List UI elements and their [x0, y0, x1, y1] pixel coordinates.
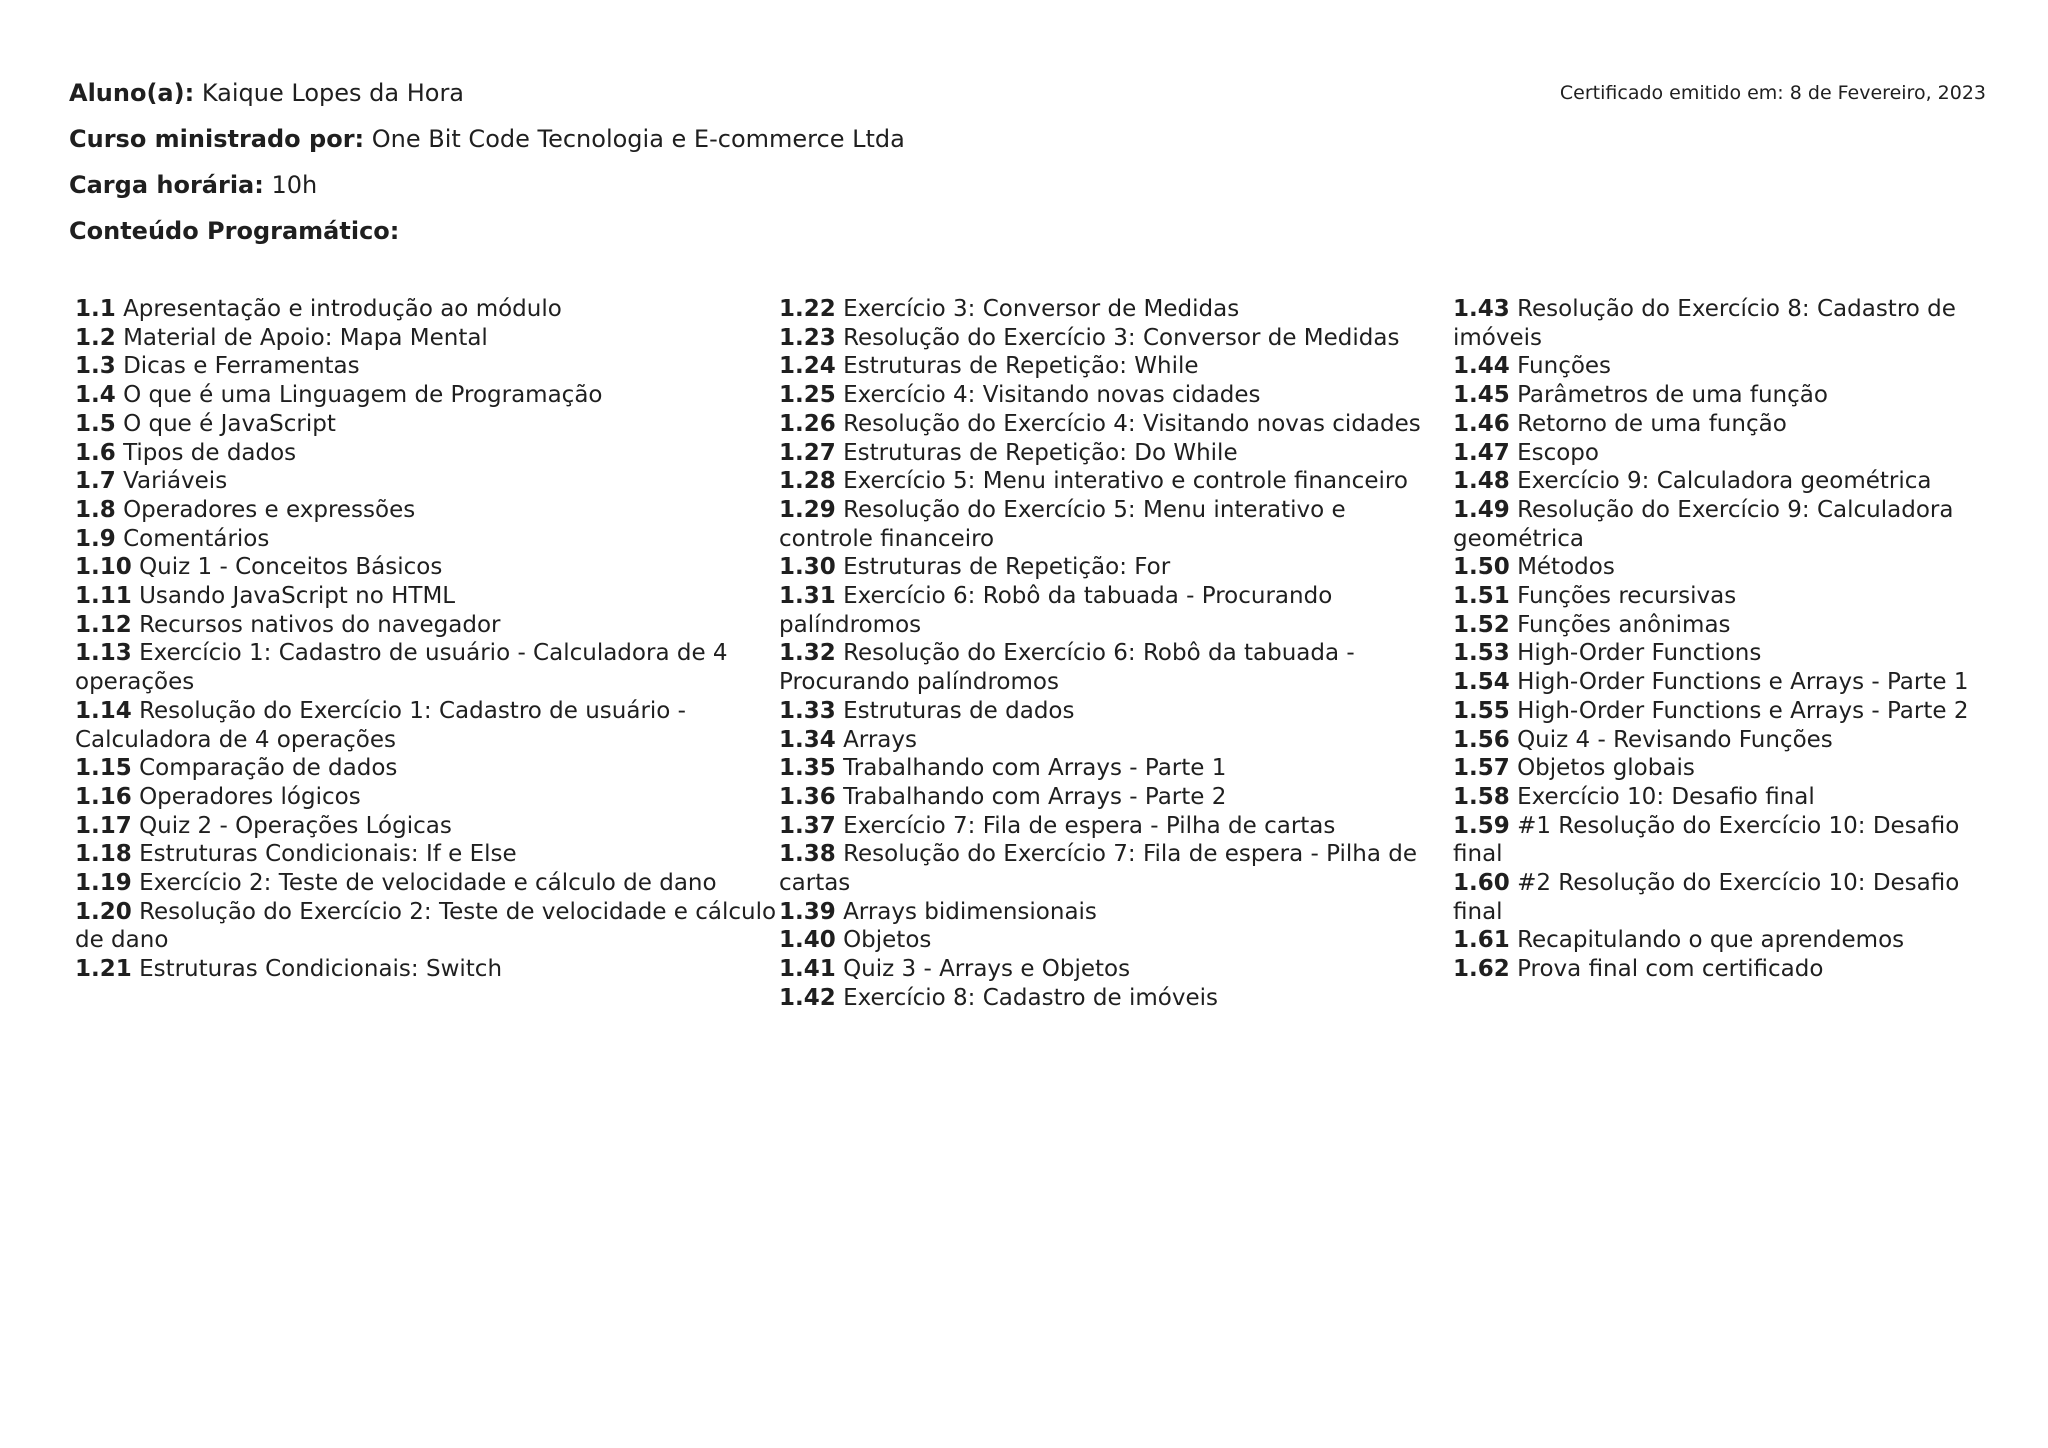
student-name: Kaique Lopes da Hora	[201, 79, 465, 107]
syllabus-item	[75, 496, 780, 525]
syllabus-item	[779, 582, 1444, 639]
syllabus-item-title: Quiz 1 - Conceitos Básicos	[139, 554, 443, 581]
syllabus-item	[75, 439, 780, 468]
syllabus-item-number: 1.30	[779, 554, 836, 581]
syllabus-item-title: High-Order Functions e Arrays - Parte 1	[1517, 669, 1969, 696]
syllabus-item-number: 1.21	[75, 956, 132, 983]
syllabus-item	[75, 812, 780, 841]
syllabus-item	[1453, 467, 2003, 496]
syllabus-item	[1453, 726, 2003, 755]
syllabus-item-number: 1.12	[75, 611, 132, 638]
syllabus-item-title: Estruturas de dados	[843, 697, 1075, 724]
syllabus-item	[779, 754, 1444, 783]
syllabus-item	[75, 611, 780, 640]
syllabus-item	[75, 352, 780, 381]
syllabus-item	[779, 639, 1444, 696]
syllabus-item	[75, 525, 780, 554]
syllabus-item-title: Estruturas de Repetição: Do While	[843, 439, 1238, 466]
syllabus-item-title: Resolução do Exercício 9: Calculadora geométrica	[1453, 496, 1954, 552]
syllabus-item-title: Escopo	[1517, 439, 1599, 466]
syllabus-item-number: 1.50	[1453, 554, 1510, 581]
syllabus-item	[779, 381, 1444, 410]
syllabus-item-number: 1.3	[75, 353, 116, 380]
syllabus-item-number: 1.6	[75, 439, 116, 466]
syllabus-item-title: Objetos globais	[1517, 755, 1695, 782]
syllabus-item	[1453, 295, 2003, 352]
syllabus-item-title: Objetos	[843, 927, 932, 954]
syllabus-item-number: 1.14	[75, 697, 132, 724]
syllabus-item-number: 1.40	[779, 927, 836, 954]
syllabus-item-number: 1.34	[779, 726, 836, 753]
syllabus-item-title: Funções anônimas	[1517, 611, 1731, 638]
syllabus-item-number: 1.45	[1453, 382, 1510, 409]
syllabus-item-number: 1.38	[779, 841, 836, 868]
syllabus-item-title: High-Order Functions	[1517, 640, 1762, 667]
syllabus-item-number: 1.60	[1453, 870, 1510, 897]
syllabus-item-number: 1.48	[1453, 468, 1510, 495]
syllabus-item-number: 1.49	[1453, 496, 1510, 523]
syllabus-item-number: 1.22	[779, 296, 836, 322]
syllabus-item-title: Exercício 2: Teste de velocidade e cálculo de dano	[139, 870, 717, 897]
syllabus-item-title: Quiz 3 - Arrays e Objetos	[843, 956, 1131, 983]
syllabus-item-title: #1 Resolução do Exercício 10: Desafio final	[1453, 812, 1960, 868]
syllabus-item-number: 1.41	[779, 956, 836, 983]
syllabus-item-number: 1.9	[75, 525, 116, 552]
issued-date: Certificado emitido em: 8 de Fevereiro, 2023	[1559, 82, 1986, 104]
syllabus-item-number: 1.35	[779, 755, 836, 782]
syllabus-item-title: Exercício 10: Desafio final	[1517, 783, 1815, 810]
syllabus-item-number: 1.20	[75, 898, 132, 925]
syllabus-item	[779, 295, 1444, 324]
syllabus-item-title: Operadores lógicos	[139, 783, 361, 810]
syllabus-item	[779, 984, 1444, 1013]
syllabus-item-number: 1.43	[1453, 296, 1510, 322]
syllabus-item	[1453, 410, 2003, 439]
syllabus-item-title: Retorno de uma função	[1517, 410, 1787, 437]
syllabus-item-title: Funções recursivas	[1517, 583, 1737, 610]
syllabus-item	[1453, 352, 2003, 381]
syllabus-item-title: Operadores e expressões	[123, 496, 416, 523]
syllabus-item-title: Recapitulando o que aprendemos	[1517, 927, 1905, 954]
syllabus-item	[1453, 783, 2003, 812]
syllabus-item-number: 1.11	[75, 583, 132, 610]
syllabus-item	[75, 840, 780, 869]
syllabus-item-number: 1.5	[75, 410, 116, 437]
syllabus-item	[779, 553, 1444, 582]
syllabus-item-number: 1.54	[1453, 669, 1510, 696]
syllabus-item	[75, 869, 780, 898]
syllabus-column-1	[75, 295, 780, 984]
syllabus-item-number: 1.32	[779, 640, 836, 667]
syllabus-item-title: Apresentação e introdução ao módulo	[123, 296, 562, 322]
syllabus-item-number: 1.33	[779, 697, 836, 724]
syllabus-item-number: 1.42	[779, 984, 836, 1011]
syllabus-item	[1453, 869, 2003, 926]
syllabus-item-title: Estruturas Condicionais: If e Else	[139, 841, 517, 868]
syllabus-heading	[69, 213, 1369, 259]
syllabus-item	[779, 898, 1444, 927]
syllabus-item-number: 1.1	[75, 296, 116, 322]
syllabus-item-title: Exercício 1: Cadastro de usuário - Calculadora de 4 operações	[75, 640, 728, 696]
syllabus-item	[1453, 381, 2003, 410]
syllabus-item	[1453, 812, 2003, 869]
syllabus-item-title: Parâmetros de uma função	[1517, 382, 1828, 409]
syllabus-item	[75, 467, 780, 496]
syllabus-item	[779, 812, 1444, 841]
syllabus-item-number: 1.8	[75, 496, 116, 523]
syllabus-item-number: 1.51	[1453, 583, 1510, 610]
syllabus-item	[75, 553, 780, 582]
syllabus-column-3	[1453, 295, 2003, 984]
syllabus-item-number: 1.19	[75, 870, 132, 897]
syllabus-item-number: 1.4	[75, 382, 116, 409]
syllabus-item-number: 1.55	[1453, 697, 1510, 724]
syllabus-item	[1453, 955, 2003, 984]
syllabus-item-number: 1.44	[1453, 353, 1510, 380]
syllabus-item-title: Prova final com certificado	[1517, 956, 1824, 983]
syllabus-item	[75, 697, 780, 754]
instructor-line	[69, 121, 1369, 167]
syllabus-item-title: O que é uma Linguagem de Programação	[123, 382, 603, 409]
syllabus-item-number: 1.29	[779, 496, 836, 523]
certificate-header	[69, 75, 1369, 259]
syllabus-item-title: Quiz 4 - Revisando Funções	[1517, 726, 1833, 753]
syllabus-item-title: Estruturas Condicionais: Switch	[139, 956, 503, 983]
syllabus-item-number: 1.27	[779, 439, 836, 466]
syllabus-item	[1453, 668, 2003, 697]
syllabus-item	[779, 410, 1444, 439]
syllabus-item-title: Usando JavaScript no HTML	[139, 583, 456, 610]
syllabus-item	[75, 898, 780, 955]
syllabus-item-title: Resolução do Exercício 7: Fila de espera - Pilha de cartas	[779, 841, 1418, 897]
syllabus-item	[779, 783, 1444, 812]
syllabus-item-title: Estruturas de Repetição: While	[843, 353, 1199, 380]
syllabus-columns	[0, 295, 2048, 1015]
student-label: Aluno(a):	[69, 79, 195, 107]
syllabus-item-title: Estruturas de Repetição: For	[843, 554, 1171, 581]
syllabus-item	[779, 439, 1444, 468]
syllabus-item-title: Exercício 5: Menu interativo e controle financeiro	[843, 468, 1408, 495]
syllabus-item-title: Tipos de dados	[123, 439, 297, 466]
syllabus-item-title: Comentários	[123, 525, 270, 552]
syllabus-item-number: 1.39	[779, 898, 836, 925]
syllabus-item-number: 1.56	[1453, 726, 1510, 753]
syllabus-item-title: Comparação de dados	[139, 755, 398, 782]
hours-value: 10h	[271, 171, 318, 199]
syllabus-item-number: 1.7	[75, 468, 116, 495]
syllabus-item	[779, 926, 1444, 955]
syllabus-item-number: 1.17	[75, 812, 132, 839]
syllabus-item-title: Exercício 9: Calculadora geométrica	[1517, 468, 1932, 495]
syllabus-item-title: Resolução do Exercício 6: Robô da tabuada - Procurando palíndromos	[779, 640, 1355, 696]
syllabus-item-title: Resolução do Exercício 3: Conversor de Medidas	[843, 324, 1400, 351]
syllabus-item-title: Variáveis	[123, 468, 228, 495]
syllabus-item-title: Resolução do Exercício 4: Visitando novas cidades	[843, 410, 1421, 437]
syllabus-item	[75, 324, 780, 353]
syllabus-item-number: 1.18	[75, 841, 132, 868]
syllabus-item	[779, 352, 1444, 381]
instructor-label: Curso ministrado por:	[69, 125, 365, 153]
syllabus-item-number: 1.26	[779, 410, 836, 437]
hours-label: Carga horária:	[69, 171, 264, 199]
syllabus-item-title: Exercício 8: Cadastro de imóveis	[843, 984, 1218, 1011]
syllabus-item	[1453, 611, 2003, 640]
syllabus-item-title: O que é JavaScript	[123, 410, 336, 437]
syllabus-item-title: Funções	[1517, 353, 1612, 380]
syllabus-item	[75, 639, 780, 696]
syllabus-item	[1453, 926, 2003, 955]
syllabus-item-title: Dicas e Ferramentas	[123, 353, 360, 380]
syllabus-item-title: #2 Resolução do Exercício 10: Desafio final	[1453, 870, 1960, 925]
syllabus-item-number: 1.31	[779, 583, 836, 610]
syllabus-item-title: Resolução do Exercício 1: Cadastro de usuário - Calculadora de 4 operações	[75, 697, 686, 753]
syllabus-item	[75, 582, 780, 611]
syllabus-item-title: Exercício 3: Conversor de Medidas	[843, 296, 1240, 322]
syllabus-item	[75, 955, 780, 984]
syllabus-item	[1453, 439, 2003, 468]
syllabus-item	[1453, 639, 2003, 668]
syllabus-item	[1453, 697, 2003, 726]
syllabus-item-title: Recursos nativos do navegador	[139, 611, 501, 638]
instructor-name: One Bit Code Tecnologia e E-commerce Ltda	[371, 125, 905, 153]
syllabus-item-number: 1.16	[75, 783, 132, 810]
syllabus-item-title: Exercício 4: Visitando novas cidades	[843, 382, 1261, 409]
syllabus-item-title: Métodos	[1517, 554, 1615, 581]
syllabus-item-number: 1.24	[779, 353, 836, 380]
syllabus-item-title: Resolução do Exercício 8: Cadastro de imóveis	[1453, 296, 1956, 351]
syllabus-item-number: 1.2	[75, 324, 116, 351]
syllabus-item-number: 1.47	[1453, 439, 1510, 466]
syllabus-item	[1453, 553, 2003, 582]
syllabus-item-number: 1.61	[1453, 927, 1510, 954]
syllabus-item-number: 1.59	[1453, 812, 1510, 839]
syllabus-item-title: Exercício 6: Robô da tabuada - Procurando palíndromos	[779, 583, 1333, 638]
syllabus-item-title: Material de Apoio: Mapa Mental	[123, 324, 488, 351]
syllabus-item-title: Exercício 7: Fila de espera - Pilha de cartas	[843, 812, 1336, 839]
syllabus-item	[1453, 582, 2003, 611]
syllabus-item-number: 1.15	[75, 755, 132, 782]
syllabus-item	[75, 295, 780, 324]
syllabus-item-title: Resolução do Exercício 5: Menu interativo e controle financeiro	[779, 496, 1346, 552]
syllabus-item-number: 1.62	[1453, 956, 1510, 983]
syllabus-item	[75, 410, 780, 439]
syllabus-item-number: 1.58	[1453, 783, 1510, 810]
syllabus-item	[779, 955, 1444, 984]
syllabus-item-number: 1.52	[1453, 611, 1510, 638]
syllabus-item-number: 1.37	[779, 812, 836, 839]
syllabus-item	[1453, 754, 2003, 783]
syllabus-column-2	[779, 295, 1444, 1013]
syllabus-item-number: 1.13	[75, 640, 132, 667]
syllabus-item	[779, 697, 1444, 726]
syllabus-item-number: 1.28	[779, 468, 836, 495]
hours-line	[69, 167, 1369, 213]
syllabus-item	[75, 783, 780, 812]
syllabus-item-number: 1.23	[779, 324, 836, 351]
syllabus-item-title: Trabalhando com Arrays - Parte 2	[843, 783, 1227, 810]
syllabus-item-number: 1.53	[1453, 640, 1510, 667]
syllabus-label: Conteúdo Programático:	[69, 217, 400, 245]
student-line	[69, 75, 1369, 121]
syllabus-item	[75, 754, 780, 783]
syllabus-item-title: Quiz 2 - Operações Lógicas	[139, 812, 452, 839]
syllabus-item-number: 1.46	[1453, 410, 1510, 437]
syllabus-item-number: 1.36	[779, 783, 836, 810]
syllabus-item-title: Arrays bidimensionais	[843, 898, 1097, 925]
syllabus-item	[779, 496, 1444, 553]
syllabus-item-title: Trabalhando com Arrays - Parte 1	[843, 755, 1227, 782]
syllabus-item-number: 1.10	[75, 554, 132, 581]
syllabus-item-number: 1.57	[1453, 755, 1510, 782]
syllabus-item	[779, 467, 1444, 496]
syllabus-item	[75, 381, 780, 410]
syllabus-item-title: High-Order Functions e Arrays - Parte 2	[1517, 697, 1969, 724]
syllabus-item	[779, 726, 1444, 755]
syllabus-item-number: 1.25	[779, 382, 836, 409]
syllabus-item-title: Resolução do Exercício 2: Teste de velocidade e cálculo de dano	[75, 898, 777, 954]
syllabus-item	[779, 324, 1444, 353]
syllabus-item-title: Arrays	[843, 726, 917, 753]
syllabus-item	[779, 840, 1444, 897]
syllabus-item	[1453, 496, 2003, 553]
